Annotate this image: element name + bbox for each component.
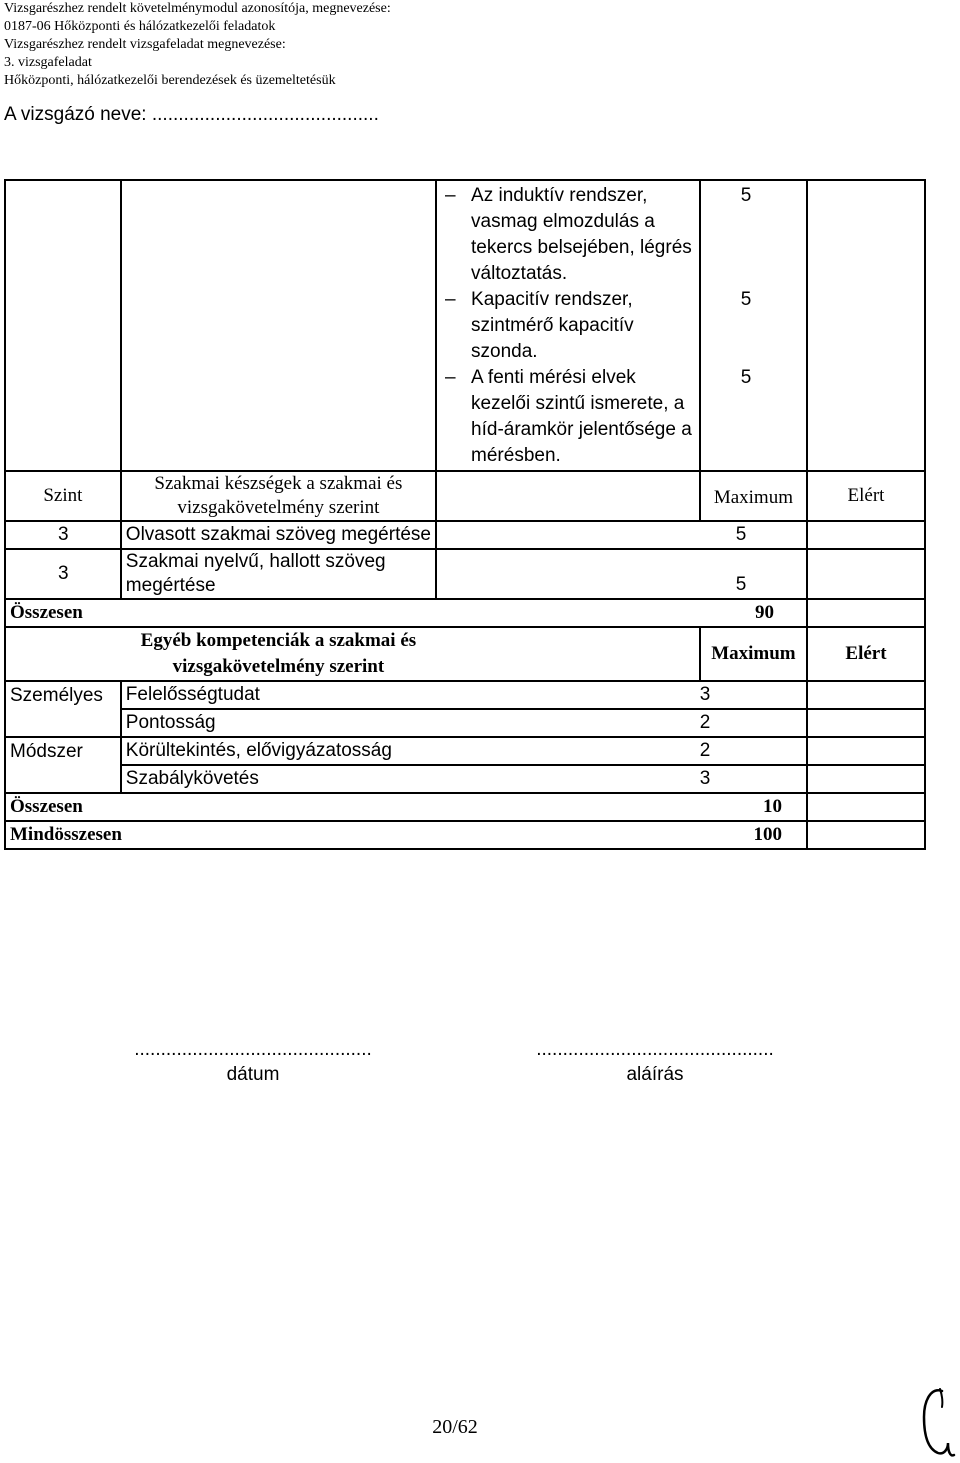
competence-total-value: 10 (700, 793, 807, 821)
competence-item: Körültekintés, elővigyázatosság (121, 737, 436, 765)
criteria-list-cell (436, 180, 700, 471)
date-signature-block (118, 1040, 388, 1086)
grand-total-blank (436, 821, 700, 849)
skills-total-blank (436, 599, 700, 627)
competence-group: Módszer (5, 737, 121, 765)
competence-item: Pontosság (121, 709, 436, 737)
criteria-points: 5 (740, 185, 752, 206)
skill-blank (436, 549, 700, 599)
skills-level-header: Szint (5, 471, 121, 521)
document-header (4, 0, 391, 90)
competence-group: Személyes (5, 681, 121, 709)
page-number: 20/62 (432, 1416, 478, 1438)
signature-label: aláírás (626, 1064, 684, 1085)
skills-total-row (5, 599, 925, 627)
competence-header-row (5, 627, 925, 681)
criteria-blank-level (5, 180, 121, 471)
competence-blank (436, 765, 700, 793)
skill-max: 5 (700, 521, 807, 549)
header-task-name: Hőközponti, hálózatkezelői berendezések és üzemeltetésük (4, 73, 336, 88)
skills-achieved-header: Elért (807, 471, 925, 521)
skills-total-blank (121, 599, 436, 627)
competence-achieved (807, 709, 925, 737)
competence-blank (436, 681, 700, 709)
competence-achieved (807, 681, 925, 709)
competence-max-header: Maximum (700, 627, 807, 681)
criteria-points: 5 (740, 367, 752, 388)
criteria-points-cell (700, 180, 807, 471)
table-row (5, 549, 925, 599)
criteria-points: 5 (740, 289, 752, 310)
competence-total-blank (436, 793, 700, 821)
skill-name: Szakmai nyelvű, hallott szöveg megértése (121, 549, 436, 599)
examinee-name-line: A vizsgázó neve: ........................................... (4, 104, 379, 125)
skills-total-value: 90 (700, 599, 807, 627)
criteria-item: – Az induktív rendszer, vasmag elmozdulás a tekercs belsejében, légrés változtatás. (471, 183, 695, 287)
competence-max: 2 (700, 737, 807, 765)
grand-total-row (5, 821, 925, 849)
skills-total-achieved (807, 599, 925, 627)
criteria-blank-skill (121, 180, 436, 471)
competence-achieved-header: Elért (807, 627, 925, 681)
skill-name: Olvasott szakmai szöveg megértése (121, 521, 436, 549)
grand-total-achieved (807, 821, 925, 849)
competence-item: Szabálykövetés (121, 765, 436, 793)
evaluation-table (4, 179, 926, 850)
skills-total-label: Összesen (5, 599, 121, 627)
skills-header-row (5, 471, 925, 521)
competence-max: 2 (700, 709, 807, 737)
competence-max: 3 (700, 681, 807, 709)
skills-max-header: Maximum (700, 471, 807, 521)
criteria-row (5, 180, 925, 471)
competence-group (5, 709, 121, 737)
criteria-item: – Kapacitív rendszer, szintmérő kapacitív szonda. (471, 287, 695, 365)
skill-max: 5 (700, 549, 807, 599)
criteria-item: – A fenti mérési elvek kezelői szintű ismerete, a híd-áramkör jelentősége a mérésben. (471, 365, 695, 469)
header-module-label: Vizsgarészhez rendelt követelménymodul azonosítója, megnevezése: (4, 1, 391, 16)
competence-achieved (807, 765, 925, 793)
competence-blank (436, 709, 700, 737)
competence-total-label: Összesen (5, 793, 121, 821)
skills-blank-header (436, 471, 700, 521)
signature-dots: ............................................. (536, 1039, 774, 1060)
competence-group (5, 765, 121, 793)
competence-blank (436, 737, 700, 765)
skill-level: 3 (5, 549, 121, 599)
signature-block (520, 1040, 790, 1086)
table-row (5, 681, 925, 709)
competence-header-blank (5, 627, 121, 681)
competence-total-row (5, 793, 925, 821)
date-label: dátum (226, 1064, 280, 1085)
header-module-name: 0187-06 Hőközponti és hálózatkezelői feladatok (4, 19, 276, 34)
skill-blank (436, 521, 700, 549)
skill-level: 3 (5, 521, 121, 549)
competence-header: Egyéb kompetenciák a szakmai és vizsgakövetelmény szerint (121, 627, 436, 681)
competence-max: 3 (700, 765, 807, 793)
skill-achieved (807, 549, 925, 599)
skills-skill-header: Szakmai készségek a szakmai és vizsgakövetelmény szerint (121, 471, 436, 521)
criteria-achieved-cell (807, 180, 925, 471)
table-row (5, 765, 925, 793)
handwritten-initial-mark (918, 1385, 956, 1461)
competence-item: Felelősségtudat (121, 681, 436, 709)
table-row (5, 737, 925, 765)
table-row (5, 709, 925, 737)
competence-total-blank (121, 793, 436, 821)
competence-total-achieved (807, 793, 925, 821)
date-dots: ............................................. (134, 1039, 372, 1060)
competence-header-blank (436, 627, 700, 681)
grand-total-label: Mindösszesen (5, 821, 436, 849)
competence-achieved (807, 737, 925, 765)
skill-achieved (807, 521, 925, 549)
header-task-number: 3. vizsgafeladat (4, 55, 92, 70)
header-task-label: Vizsgarészhez rendelt vizsgafeladat megnevezése: (4, 37, 286, 52)
table-row (5, 521, 925, 549)
grand-total-value: 100 (700, 821, 807, 849)
